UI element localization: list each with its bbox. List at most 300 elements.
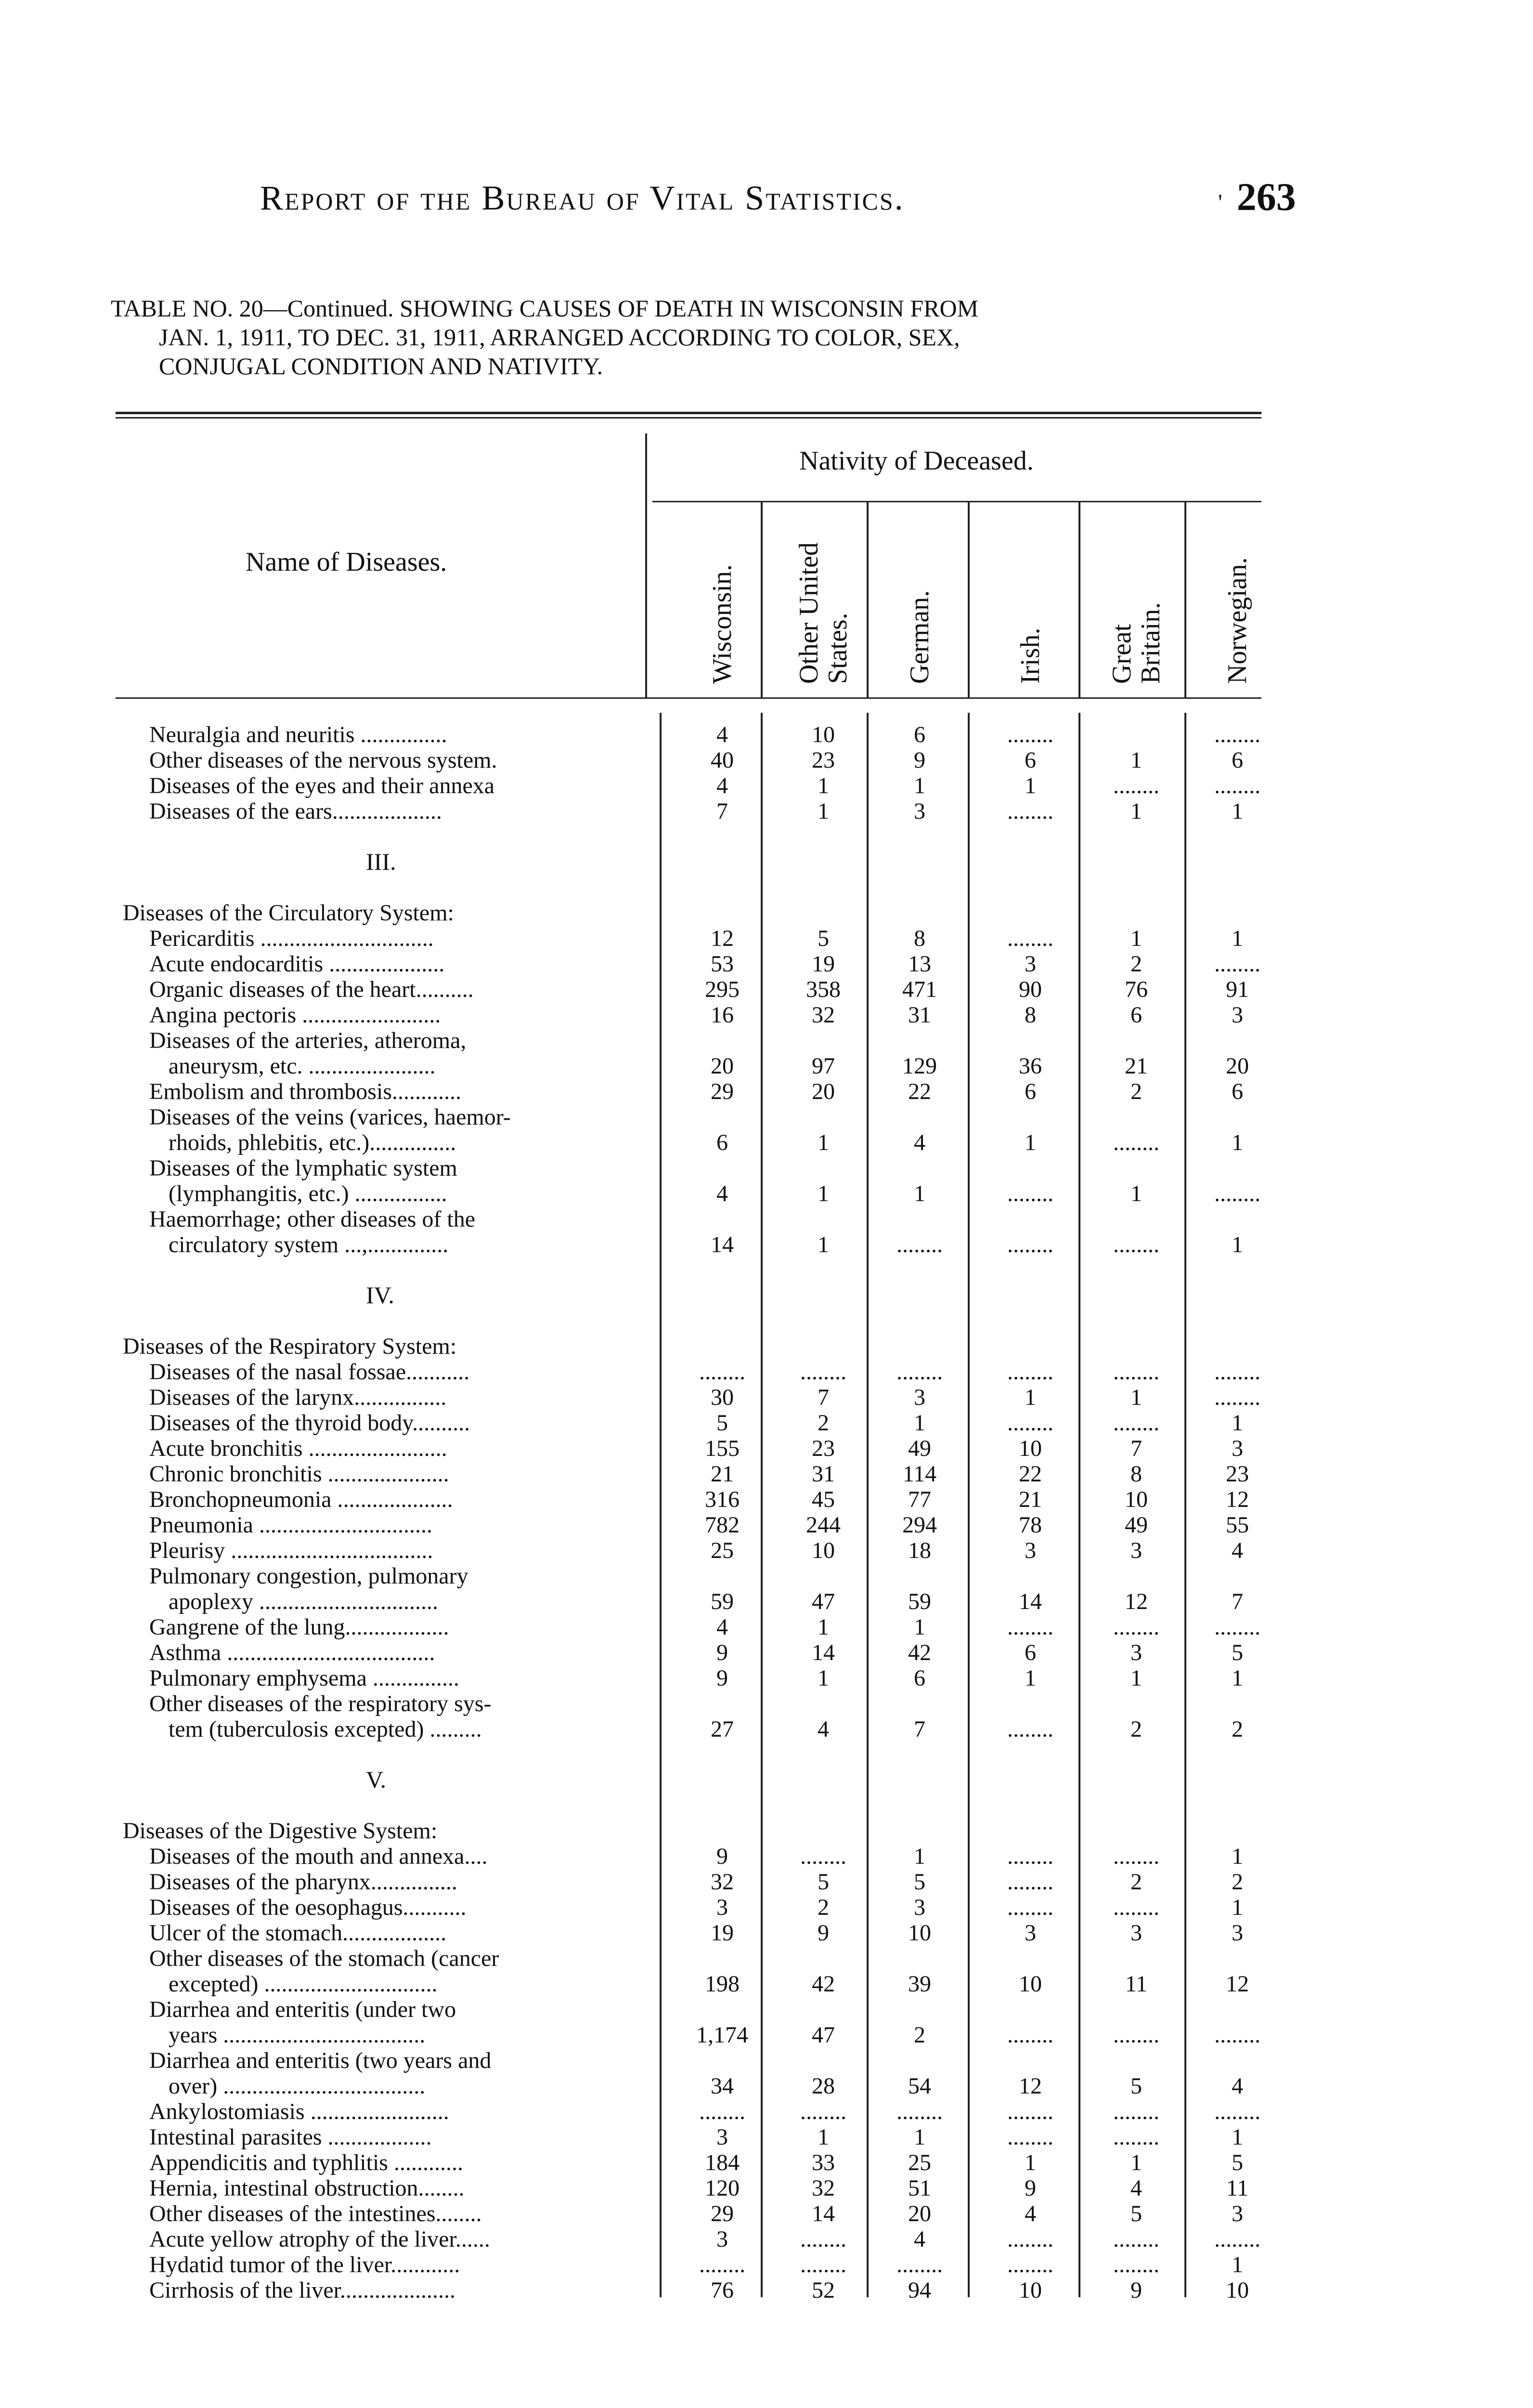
cell-value: 5 <box>1232 1640 1243 1665</box>
cell-value: 1 <box>1130 747 1142 773</box>
cell-value: 1 <box>1232 1844 1243 1869</box>
disease-label: Diseases of the larynx................ <box>149 1385 447 1410</box>
column-header-line: Great <box>1107 624 1137 684</box>
cell-value: 3 <box>1025 1538 1036 1563</box>
cell-value: 94 <box>908 2277 931 2303</box>
cell-value: 5 <box>1232 2150 1243 2175</box>
cell-value: ........ <box>1113 2226 1159 2252</box>
cell-value: 14 <box>1019 1589 1042 1614</box>
cell-value: 77 <box>908 1487 931 1512</box>
table-row <box>0 1360 1533 1385</box>
disease-label: Pneumonia .............................. <box>149 1513 432 1538</box>
cell-value: 7 <box>818 1385 829 1410</box>
table-row <box>0 1691 1533 1716</box>
name-of-diseases-header: Name of Diseases. <box>246 547 447 577</box>
table-row <box>0 1844 1533 1869</box>
cell-value: 76 <box>711 2277 734 2303</box>
table-row <box>0 2176 1533 2201</box>
disease-label: Hydatid tumor of the liver............ <box>149 2252 460 2277</box>
cell-value: 11 <box>1226 2175 1249 2201</box>
cell-value: 2 <box>914 2022 925 2048</box>
cell-value: 36 <box>1019 1053 1042 1079</box>
table-row <box>0 2201 1533 2226</box>
cell-value: 10 <box>1019 2277 1042 2303</box>
cell-value: 3 <box>1232 1002 1243 1028</box>
cell-value: ........ <box>1214 1614 1260 1640</box>
cell-value: ........ <box>699 2099 745 2124</box>
table-row <box>0 799 1533 824</box>
cell-value: 23 <box>812 1436 835 1461</box>
disease-label: Other diseases of the respiratory sys- <box>149 1691 492 1716</box>
cell-value: 2 <box>818 1410 829 1436</box>
cell-value: 13 <box>908 951 931 977</box>
cell-value: 2 <box>1130 1716 1142 1742</box>
cell-value: 59 <box>908 1589 931 1614</box>
cell-value: 129 <box>902 1053 937 1079</box>
cell-value: ........ <box>800 1359 846 1385</box>
disease-label: circulatory system ...,.............. <box>169 1232 449 1257</box>
cell-value: 91 <box>1226 977 1249 1002</box>
cell-value: 184 <box>705 2150 740 2175</box>
cell-value: 5 <box>818 926 829 951</box>
column-header-line: German. <box>905 590 935 684</box>
cell-value: 3 <box>1232 1436 1243 1461</box>
cell-value: 49 <box>1125 1512 1148 1538</box>
cell-value: 10 <box>812 1538 835 1563</box>
cell-value: 9 <box>1025 2175 1036 2201</box>
cell-value: 1 <box>1025 1665 1036 1691</box>
cell-value: ........ <box>1214 2022 1260 2048</box>
cell-value: 20 <box>1226 1053 1249 1079</box>
cell-value: 155 <box>705 1436 740 1461</box>
cell-value: ........ <box>1007 798 1053 824</box>
column-header-line: Other United <box>794 542 824 684</box>
cell-value: 1 <box>818 1614 829 1640</box>
cell-value: 471 <box>902 977 937 1002</box>
cell-value: 14 <box>812 2201 835 2226</box>
cell-value: 6 <box>716 1130 728 1155</box>
table-row <box>0 1385 1533 1410</box>
cell-value: 6 <box>1130 1002 1142 1028</box>
cell-value: 55 <box>1226 1512 1249 1538</box>
cell-value: 4 <box>1025 2201 1036 2226</box>
cell-value: 10 <box>1226 2277 1249 2303</box>
cell-value: 1 <box>818 2124 829 2150</box>
cell-value: 1 <box>914 1614 925 1640</box>
cell-value: 33 <box>812 2150 835 2175</box>
cell-value: 10 <box>1019 1971 1042 1997</box>
table-row <box>0 2074 1533 2099</box>
cell-value: 1 <box>1025 773 1036 798</box>
cell-value: 3 <box>1232 2201 1243 2226</box>
cell-value: 14 <box>812 1640 835 1665</box>
cell-value: 1 <box>914 1410 925 1436</box>
cell-value: 1 <box>1232 926 1243 951</box>
cell-value: 1 <box>1130 1665 1142 1691</box>
cell-value: ........ <box>699 2252 745 2277</box>
disease-label: Diseases of the Digestive System: <box>123 1819 438 1844</box>
cell-value: 25 <box>711 1538 734 1563</box>
cell-value: 90 <box>1019 977 1042 1002</box>
cell-value: 2 <box>1130 1869 1142 1895</box>
disease-label: Pulmonary emphysema ............... <box>149 1666 459 1691</box>
disease-label: Haemorrhage; other diseases of the <box>149 1207 476 1232</box>
cell-value: 1 <box>818 1665 829 1691</box>
cell-value: 45 <box>812 1487 835 1512</box>
disease-label: Other diseases of the stomach (cancer <box>149 1946 499 1971</box>
cell-value: 20 <box>908 2201 931 2226</box>
cell-value: 6 <box>1232 1079 1243 1104</box>
cell-value: 31 <box>812 1461 835 1487</box>
cell-value: 1 <box>1130 2150 1142 2175</box>
table-row <box>0 2150 1533 2175</box>
cell-value: ........ <box>1007 2226 1053 2252</box>
table-row <box>0 1105 1533 1130</box>
cell-value: 59 <box>711 1589 734 1614</box>
cell-value: 4 <box>818 1716 829 1742</box>
cell-value: 5 <box>1130 2201 1142 2226</box>
table-row <box>0 1487 1533 1512</box>
cell-value: 28 <box>812 2073 835 2099</box>
cell-value: 9 <box>716 1665 728 1691</box>
cell-value: ........ <box>1214 722 1260 747</box>
nativity-header: Nativity of Deceased. <box>799 446 1034 476</box>
cell-value: 2 <box>1232 1716 1243 1742</box>
cell-value: 6 <box>914 1665 925 1691</box>
cell-value: ........ <box>1007 1181 1053 1206</box>
cell-value: 9 <box>914 747 925 773</box>
page-number <box>1218 174 1296 220</box>
cell-value: 294 <box>902 1512 937 1538</box>
table-row <box>0 1666 1533 1691</box>
cell-value: 7 <box>914 1716 925 1742</box>
cell-value: 6 <box>1025 1640 1036 1665</box>
cell-value: ........ <box>1113 2099 1159 2124</box>
column-header-divider <box>867 501 869 698</box>
cell-value: 1 <box>1130 926 1142 951</box>
cell-value: 29 <box>711 2201 734 2226</box>
cell-value: 358 <box>806 977 841 1002</box>
cell-value: 20 <box>812 1079 835 1104</box>
disease-label: Embolism and thrombosis............ <box>149 1079 461 1104</box>
cell-value: 49 <box>908 1436 931 1461</box>
cell-value: 1 <box>914 2124 925 2150</box>
cell-value: 12 <box>1226 1971 1249 1997</box>
column-header-line: States. <box>823 613 853 684</box>
table-row <box>0 1717 1533 1742</box>
column-divider <box>761 713 763 2297</box>
cell-value: ........ <box>1007 1359 1053 1385</box>
cell-value: 47 <box>812 1589 835 1614</box>
cell-value: ........ <box>1007 1614 1053 1640</box>
cell-value: 10 <box>812 722 835 747</box>
disease-label: Acute yellow atrophy of the liver...... <box>149 2227 490 2252</box>
cell-value: 8 <box>1025 1002 1036 1028</box>
table-row <box>0 1003 1533 1028</box>
table-row <box>0 1079 1533 1104</box>
cell-value: 4 <box>716 1181 728 1206</box>
cell-value: ........ <box>1113 1614 1159 1640</box>
disease-label: Diseases of the pharynx............... <box>149 1870 457 1895</box>
body-divider <box>660 713 662 2297</box>
cell-value: 7 <box>716 798 728 824</box>
cell-value: 97 <box>812 1053 835 1079</box>
cell-value: 18 <box>908 1538 931 1563</box>
cell-value: 20 <box>711 1053 734 1079</box>
cell-value: ........ <box>1007 1232 1053 1257</box>
cell-value: 1 <box>1232 1130 1243 1155</box>
cell-value: 9 <box>716 1844 728 1869</box>
cell-value: 12 <box>1226 1487 1249 1512</box>
cell-value: ........ <box>1007 1716 1053 1742</box>
cell-value: 3 <box>914 1895 925 1920</box>
cell-value: ........ <box>1214 1385 1260 1410</box>
disease-label: Chronic bronchitis ..................... <box>149 1462 449 1487</box>
cell-value: ........ <box>1007 2022 1053 2048</box>
disease-label: Diseases of the lymphatic system <box>149 1156 457 1181</box>
cell-value: ........ <box>1113 1844 1159 1869</box>
cell-value: 19 <box>812 951 835 977</box>
cell-value: 10 <box>1019 1436 1042 1461</box>
cell-value: 3 <box>716 1895 728 1920</box>
table-row <box>0 722 1533 747</box>
table-row <box>0 1207 1533 1232</box>
cell-value: 6 <box>1025 747 1036 773</box>
disease-label: Pericarditis .............................. <box>149 926 434 951</box>
cell-value: 34 <box>711 2073 734 2099</box>
cell-value: 1 <box>1232 1410 1243 1436</box>
table-row <box>0 773 1533 798</box>
cell-value: 5 <box>716 1410 728 1436</box>
cell-value: 782 <box>705 1512 740 1538</box>
caption-line-1: TABLE NO. 20—Continued. SHOWING CAUSES OF DEATH IN WISCONSIN FROM <box>111 295 979 322</box>
table-row <box>0 1232 1533 1257</box>
cell-value: 1 <box>1025 2150 1036 2175</box>
disease-label: Diseases of the veins (varices, haemor- <box>149 1105 511 1130</box>
cell-value: 23 <box>1226 1461 1249 1487</box>
table-row <box>0 901 1533 926</box>
cell-value: 7 <box>1232 1589 1243 1614</box>
disease-label: Pulmonary congestion, pulmonary <box>149 1564 468 1589</box>
cell-value: 3 <box>716 2226 728 2252</box>
disease-label: Acute bronchitis ........................ <box>149 1436 447 1461</box>
table-row <box>0 1946 1533 1971</box>
cell-value: ........ <box>1214 1359 1260 1385</box>
cell-value: 42 <box>908 1640 931 1665</box>
column-divider <box>867 713 869 2297</box>
cell-value: 1 <box>914 1844 925 1869</box>
disease-label: Appendicitis and typhlitis ............ <box>149 2150 463 2175</box>
table-caption <box>111 294 1266 380</box>
cell-value: 1 <box>818 798 829 824</box>
cell-value: 1 <box>1232 1895 1243 1920</box>
disease-label: Diseases of the arteries, atheroma, <box>149 1028 467 1053</box>
table-row <box>0 2023 1533 2048</box>
caption-line-2: JAN. 1, 1911, TO DEC. 31, 1911, ARRANGED ACCORDING TO COLOR, SEX, <box>159 324 960 351</box>
cell-value: ........ <box>1007 926 1053 951</box>
disease-label: Diseases of the nasal fossae........... <box>149 1360 470 1385</box>
table-row <box>0 2227 1533 2252</box>
cell-value: 1 <box>1232 1232 1243 1257</box>
cell-value: 3 <box>914 1385 925 1410</box>
cell-value: 4 <box>716 722 728 747</box>
cell-value: ........ <box>1113 2124 1159 2150</box>
table-row <box>0 2278 1533 2303</box>
cell-value: 1 <box>1025 1130 1036 1155</box>
cell-value: 3 <box>716 2124 728 2150</box>
nativity-underline <box>652 501 1261 502</box>
cell-value: 1 <box>1232 2124 1243 2150</box>
cell-value: 6 <box>914 722 925 747</box>
column-header-line: Irish. <box>1015 628 1045 684</box>
disease-label: over) ................................... <box>169 2074 426 2099</box>
disease-label: Acute endocarditis .................... <box>149 952 445 977</box>
cell-value: ........ <box>1007 722 1053 747</box>
table-row <box>0 1462 1533 1487</box>
disease-label: Bronchopneumonia .................... <box>149 1487 453 1512</box>
table-row <box>0 1513 1533 1538</box>
column-header-divider <box>761 501 763 698</box>
cell-value: 51 <box>908 2175 931 2201</box>
cell-value: 3 <box>1130 1920 1142 1946</box>
cell-value: 23 <box>812 747 835 773</box>
cell-value: 14 <box>711 1232 734 1257</box>
cell-value: ........ <box>1113 1359 1159 1385</box>
table-row <box>0 1054 1533 1079</box>
cell-value: 12 <box>711 926 734 951</box>
column-divider <box>968 713 970 2297</box>
section-numeral: IV. <box>366 1282 394 1309</box>
cell-value: ........ <box>1113 2252 1159 2277</box>
disease-label: Diseases of the mouth and annexa.... <box>149 1844 488 1869</box>
cell-value: ........ <box>1113 1895 1159 1920</box>
disease-label: Ulcer of the stomach.................. <box>149 1921 447 1946</box>
caption-line-3: CONJUGAL CONDITION AND NATIVITY. <box>159 353 603 380</box>
cell-value: ........ <box>1214 2099 1260 2124</box>
cell-value: 32 <box>812 1002 835 1028</box>
cell-value: 3 <box>1130 1640 1142 1665</box>
cell-value: 32 <box>711 1869 734 1895</box>
cell-value: 1 <box>1025 1385 1036 1410</box>
cell-value: 1 <box>818 1181 829 1206</box>
cell-value: ........ <box>1113 1130 1159 1155</box>
name-column-divider <box>645 433 647 698</box>
cell-value: 114 <box>902 1461 937 1487</box>
cell-value: 5 <box>1130 2073 1142 2099</box>
cell-value: 21 <box>1125 1053 1148 1079</box>
cell-value: 22 <box>908 1079 931 1104</box>
cell-value: 2 <box>1130 1079 1142 1104</box>
running-head: Report of the Bureau of Vital Statistics. <box>260 179 905 217</box>
table-row <box>0 2125 1533 2150</box>
table-row <box>0 926 1533 951</box>
cell-value: ........ <box>1007 2099 1053 2124</box>
table-row <box>0 1895 1533 1920</box>
column-divider <box>1078 713 1080 2297</box>
cell-value: 12 <box>1125 1589 1148 1614</box>
cell-value: 16 <box>711 1002 734 1028</box>
disease-label: Cirrhosis of the liver.................... <box>149 2278 455 2303</box>
cell-value: 1 <box>1232 2252 1243 2277</box>
cell-value: 4 <box>716 1614 728 1640</box>
cell-value: 6 <box>1025 1079 1036 1104</box>
column-header-divider <box>1078 501 1080 698</box>
cell-value: 1 <box>1130 798 1142 824</box>
cell-value: 1 <box>818 1232 829 1257</box>
cell-value: 21 <box>1019 1487 1042 1512</box>
table-row <box>0 1921 1533 1946</box>
page-mark: ' <box>1218 190 1222 215</box>
table-row <box>0 1130 1533 1155</box>
cell-value: ........ <box>1113 1232 1159 1257</box>
disease-label: years ................................... <box>169 2023 426 2048</box>
cell-value: 29 <box>711 1079 734 1104</box>
disease-label: Intestinal parasites .................. <box>149 2125 432 2150</box>
cell-value: ........ <box>800 2099 846 2124</box>
table-row <box>0 1436 1533 1461</box>
top-double-rule-b <box>116 417 1261 419</box>
cell-value: ........ <box>1113 1410 1159 1436</box>
cell-value: 5 <box>914 1869 925 1895</box>
cell-value: 9 <box>818 1920 829 1946</box>
table-row <box>0 1028 1533 1053</box>
page-number-value: 263 <box>1236 175 1296 219</box>
table-row <box>0 1589 1533 1614</box>
cell-value: ........ <box>1113 2022 1159 2048</box>
disease-label: Neuralgia and neuritis ............... <box>149 722 447 747</box>
cell-value: 4 <box>1232 1538 1243 1563</box>
cell-value: ........ <box>1214 773 1260 798</box>
section-numeral: V. <box>366 1766 387 1793</box>
cell-value: ........ <box>896 2099 943 2124</box>
disease-label: Angina pectoris ........................ <box>149 1003 441 1028</box>
table-row <box>0 1181 1533 1206</box>
cell-value: 27 <box>711 1716 734 1742</box>
cell-value: 47 <box>812 2022 835 2048</box>
column-header-line: Britain. <box>1136 602 1166 684</box>
table-row <box>0 2048 1533 2073</box>
cell-value: 31 <box>908 1002 931 1028</box>
cell-value: 53 <box>711 951 734 977</box>
cell-value: 30 <box>711 1385 734 1410</box>
disease-label: Diseases of the eyes and their annexa <box>149 773 495 798</box>
table-row <box>0 1615 1533 1640</box>
cell-value: 1 <box>1130 1385 1142 1410</box>
cell-value: 76 <box>1125 977 1148 1002</box>
cell-value: ........ <box>1214 951 1260 977</box>
cell-value: 40 <box>711 747 734 773</box>
disease-label: excepted) .............................. <box>169 1972 438 1997</box>
section-numeral: III. <box>366 848 396 875</box>
cell-value: 39 <box>908 1971 931 1997</box>
column-header-divider <box>968 501 970 698</box>
disease-label: Other diseases of the intestines........ <box>149 2201 482 2226</box>
cell-value: 12 <box>1019 2073 1042 2099</box>
cell-value: 1 <box>1232 1665 1243 1691</box>
cell-value: 8 <box>1130 1461 1142 1487</box>
cell-value: 3 <box>1130 1538 1142 1563</box>
cell-value: 3 <box>1232 1920 1243 1946</box>
cell-value: ........ <box>1007 1410 1053 1436</box>
cell-value: 5 <box>818 1869 829 1895</box>
cell-value: 1,174 <box>696 2022 748 2048</box>
cell-value: 1 <box>914 773 925 798</box>
disease-label: Diarrhea and enteritis (under two <box>149 1997 456 2022</box>
cell-value: 11 <box>1125 1971 1148 1997</box>
cell-value: 2 <box>1232 1869 1243 1895</box>
table-row <box>0 977 1533 1002</box>
cell-value: 32 <box>812 2175 835 2201</box>
